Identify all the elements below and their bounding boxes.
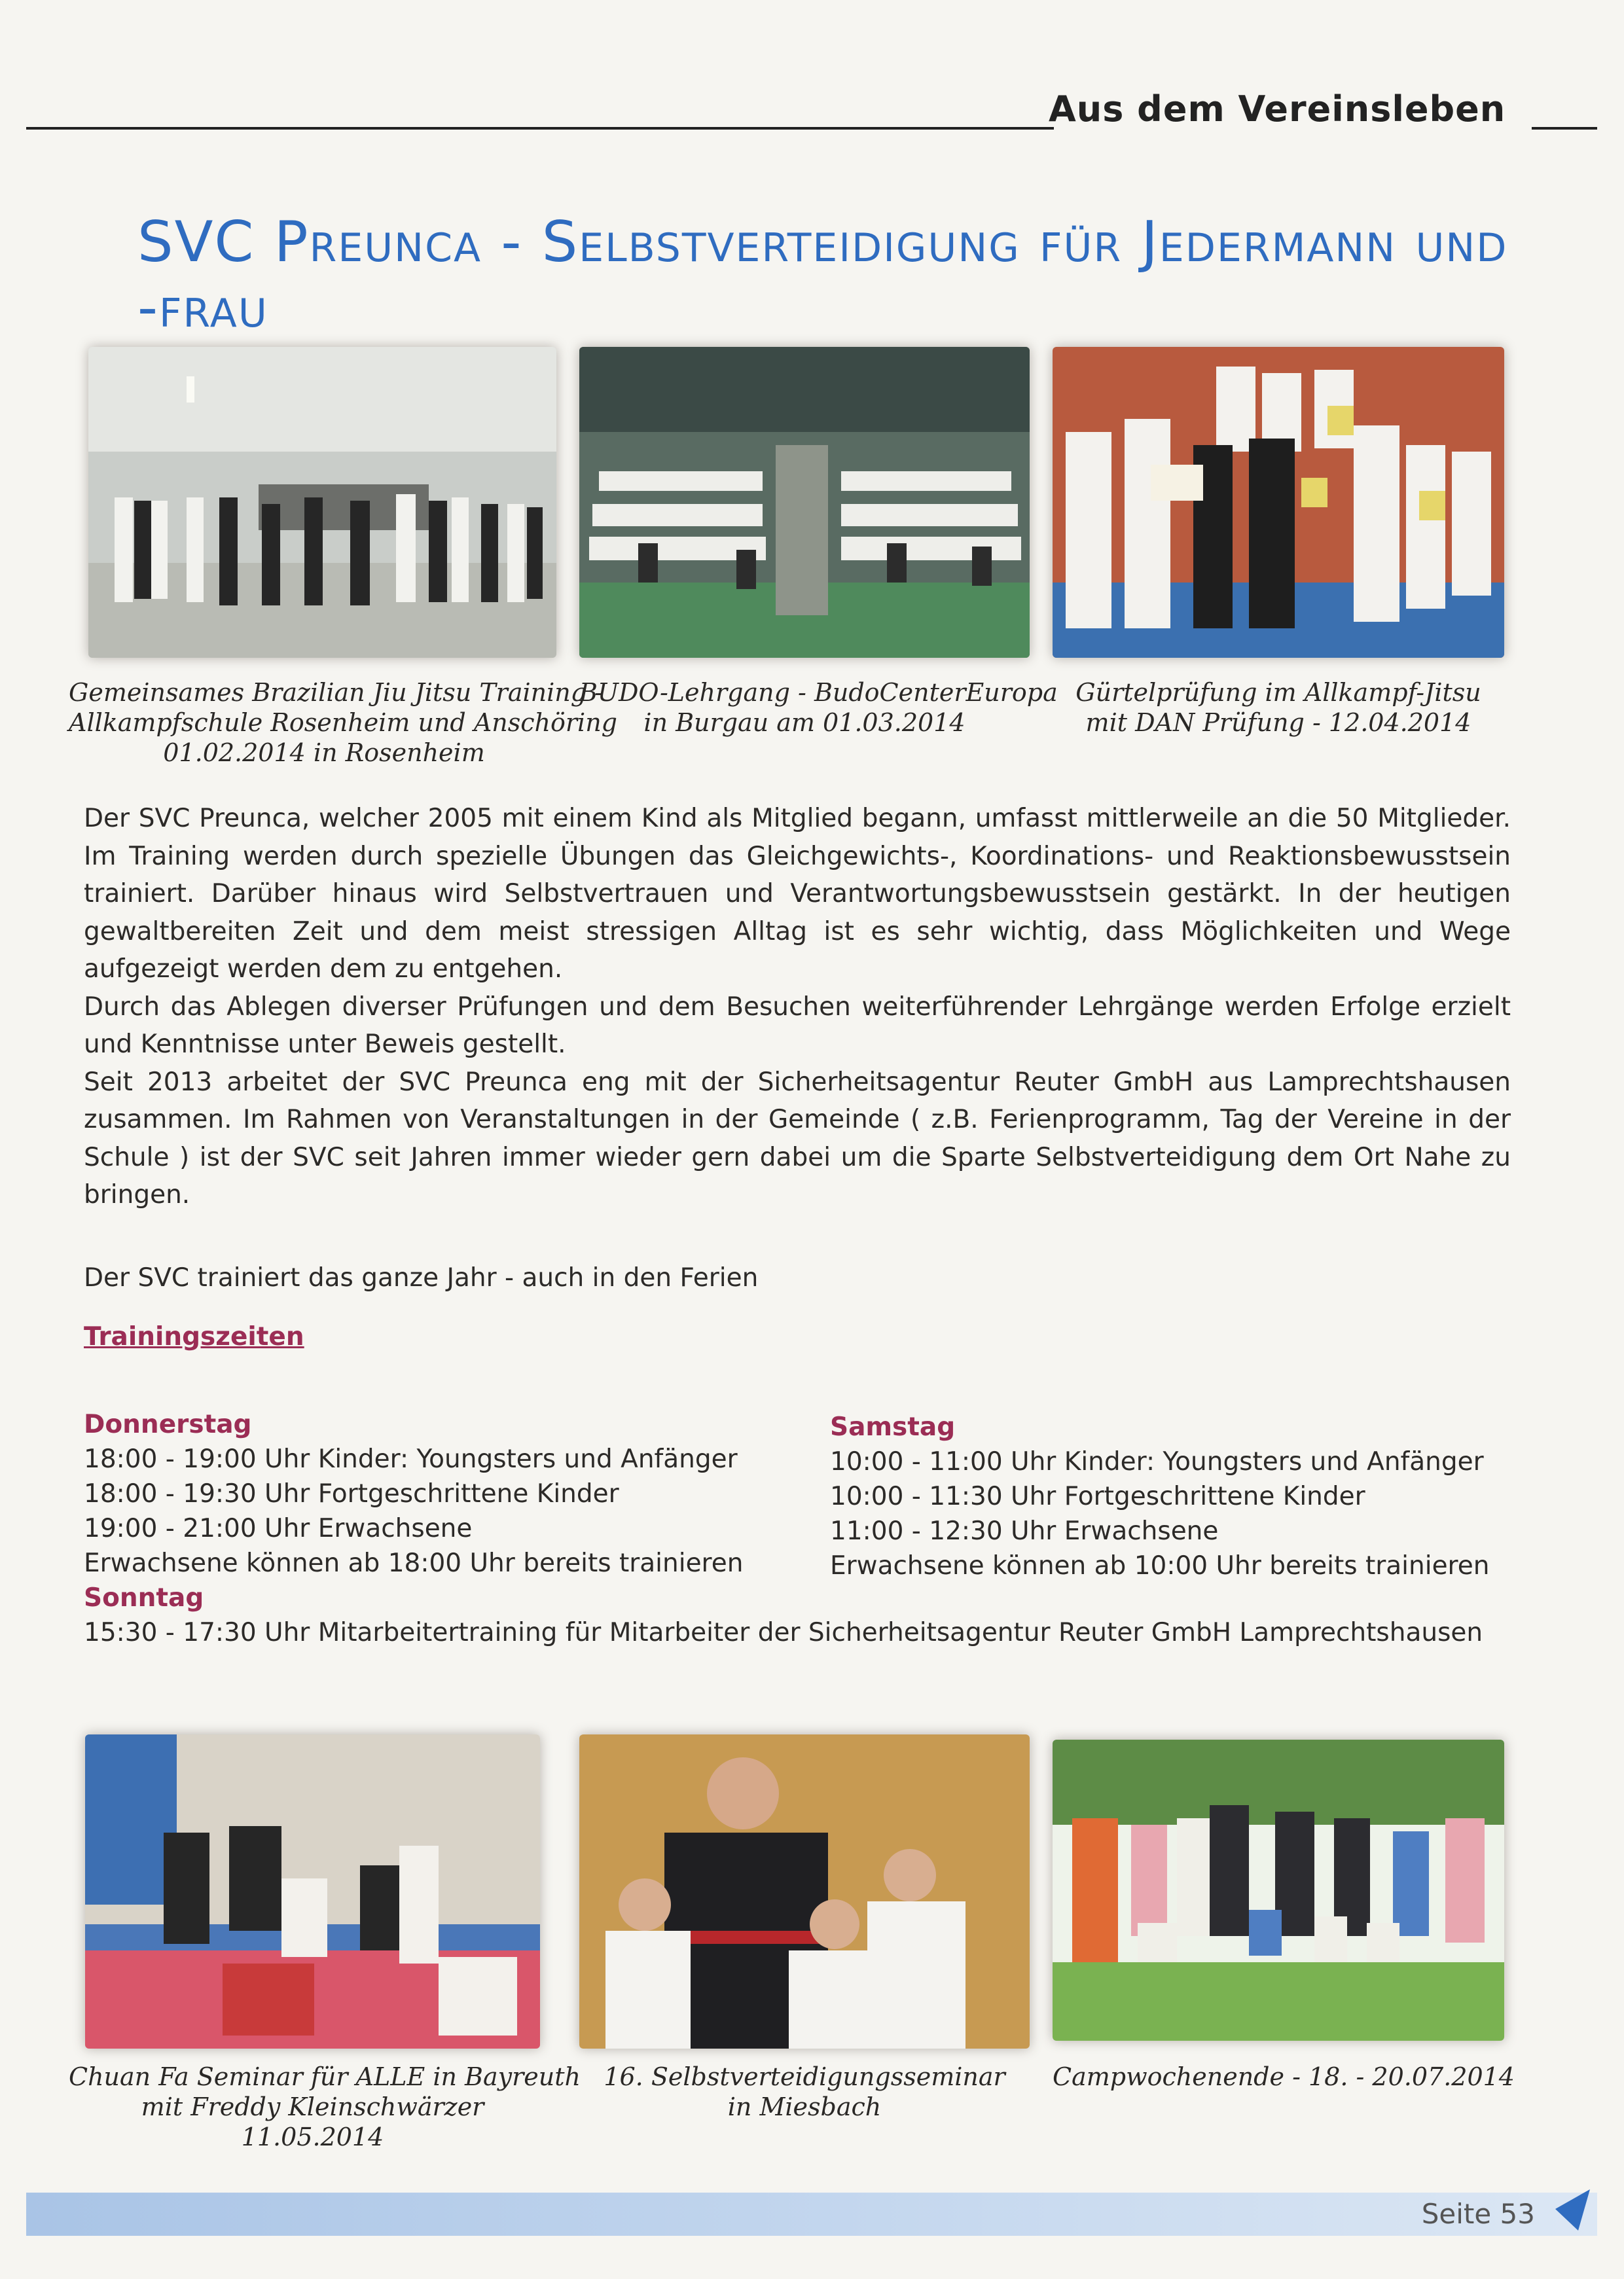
header-rule-left	[26, 127, 1054, 130]
schedule-line: 15:30 - 17:30 Uhr Mitarbeitertraining für Mitarbeiter der Sicherheitsagentur Reuter GmbH Lamprechtshausen	[84, 1618, 1483, 1647]
caption-bjj-training: Gemeinsames Brazilian Jiu Jitsu Training - Allkampfschule Rosenheim und Anschöring 01.02.2014 in Rosenheim	[69, 678, 618, 767]
training-lead: Der SVC trainiert das ganze Jahr - auch in den Ferien	[84, 1263, 759, 1293]
schedule-line: 18:00 - 19:30 Uhr Fortgeschrittene Kinder	[84, 1479, 619, 1509]
day-label: Sonntag	[84, 1583, 204, 1613]
page-number: Seite 53	[1421, 2198, 1535, 2230]
photo-sv-seminar-miesbach	[579, 1734, 1030, 2049]
schedule-line: 10:00 - 11:00 Uhr Kinder: Youngsters und Anfänger	[830, 1447, 1484, 1477]
paragraph-intro: Der SVC Preunca, welcher 2005 mit einem Kind als Mitglied begann, umfasst mittlerweile an die 50 Mitglieder. Im Training werden durch spezielle Übungen das Gleichgewichts-, Koordinations- und Reaktionsbewusstsein trainiert. Darüber hinaus wird Selbstvertrauen und Verantwortungsbewusstsein gestärkt. In der heutigen gewaltbereiten Zeit und dem meist stressigen Alltag ist es sehr wichtig, dass Möglichkeiten und Wege aufgezeigt werden dem zu entgehen.	[84, 804, 1511, 984]
page-corner-icon	[1552, 2186, 1591, 2234]
caption-campwochenende: Campwochenende - 18. - 20.07.2014	[1053, 2062, 1515, 2091]
footer-bar	[26, 2193, 1597, 2236]
page-header	[26, 84, 1597, 130]
schedule-line: 19:00 - 21:00 Uhr Erwachsene	[84, 1514, 473, 1543]
schedule-line: Erwachsene können ab 18:00 Uhr bereits trainieren	[84, 1549, 744, 1578]
schedule-samstag	[830, 1410, 1489, 1583]
schedule-line: 18:00 - 19:00 Uhr Kinder: Youngsters und Anfänger	[84, 1445, 738, 1474]
photo-guertelpruefung	[1053, 347, 1504, 658]
schedule-heading: Trainingszeiten	[84, 1322, 304, 1352]
section-name: Aus dem Vereinsleben	[1049, 88, 1506, 130]
photo-campwochenende	[1053, 1740, 1504, 2041]
article-title: SVC Preunca - Selbstverteidigung für Jedermann und -frau	[137, 209, 1508, 340]
paragraph-pruefungen: Durch das Ablegen diverser Prüfungen und dem Besuchen weiterführender Lehrgänge werden Erfolge erzielt und Kenntnisse unter Beweis gestellt.	[84, 992, 1511, 1059]
photo-chuan-fa-seminar	[85, 1734, 540, 2049]
photo-bjj-training	[88, 347, 556, 658]
header-rule-right	[1532, 127, 1597, 130]
caption-guertelpruefung: Gürtelprüfung im Allkampf-Jitsu mit DAN Prüfung - 12.04.2014	[1075, 678, 1481, 737]
day-label: Samstag	[830, 1412, 956, 1442]
schedule-line: 11:00 - 12:30 Uhr Erwachsene	[830, 1516, 1219, 1546]
caption-chuan-fa-seminar: Chuan Fa Seminar für ALLE in Bayreuth mit Freddy Kleinschwärzer 11.05.2014	[69, 2062, 581, 2151]
schedule-line: Erwachsene können ab 10:00 Uhr bereits trainieren	[830, 1551, 1490, 1581]
caption-sv-seminar-miesbach: 16. Selbstverteidigungsseminar in Miesbach	[604, 2062, 1005, 2121]
schedule-line: 10:00 - 11:30 Uhr Fortgeschrittene Kinder	[830, 1482, 1365, 1511]
day-label: Donnerstag	[84, 1410, 252, 1439]
paragraph-kooperation: Seit 2013 arbeitet der SVC Preunca eng mit der Sicherheitsagentur Reuter GmbH aus Lamprechtshausen zusammen. Im Rahmen von Veranstaltungen in der Gemeinde ( z.B. Ferienprogramm, Tag der Vereine in der Schule ) ist der SVC seit Jahren immer wieder gern dabei um die Sparte Selbstverteidigung dem Ort Nahe zu bringen.	[84, 1067, 1511, 1210]
article-body	[84, 800, 1511, 1214]
photo-budo-lehrgang	[579, 347, 1030, 658]
caption-budo-lehrgang: BUDO-Lehrgang - BudoCenterEuropa in Burgau am 01.03.2014	[579, 678, 1058, 737]
